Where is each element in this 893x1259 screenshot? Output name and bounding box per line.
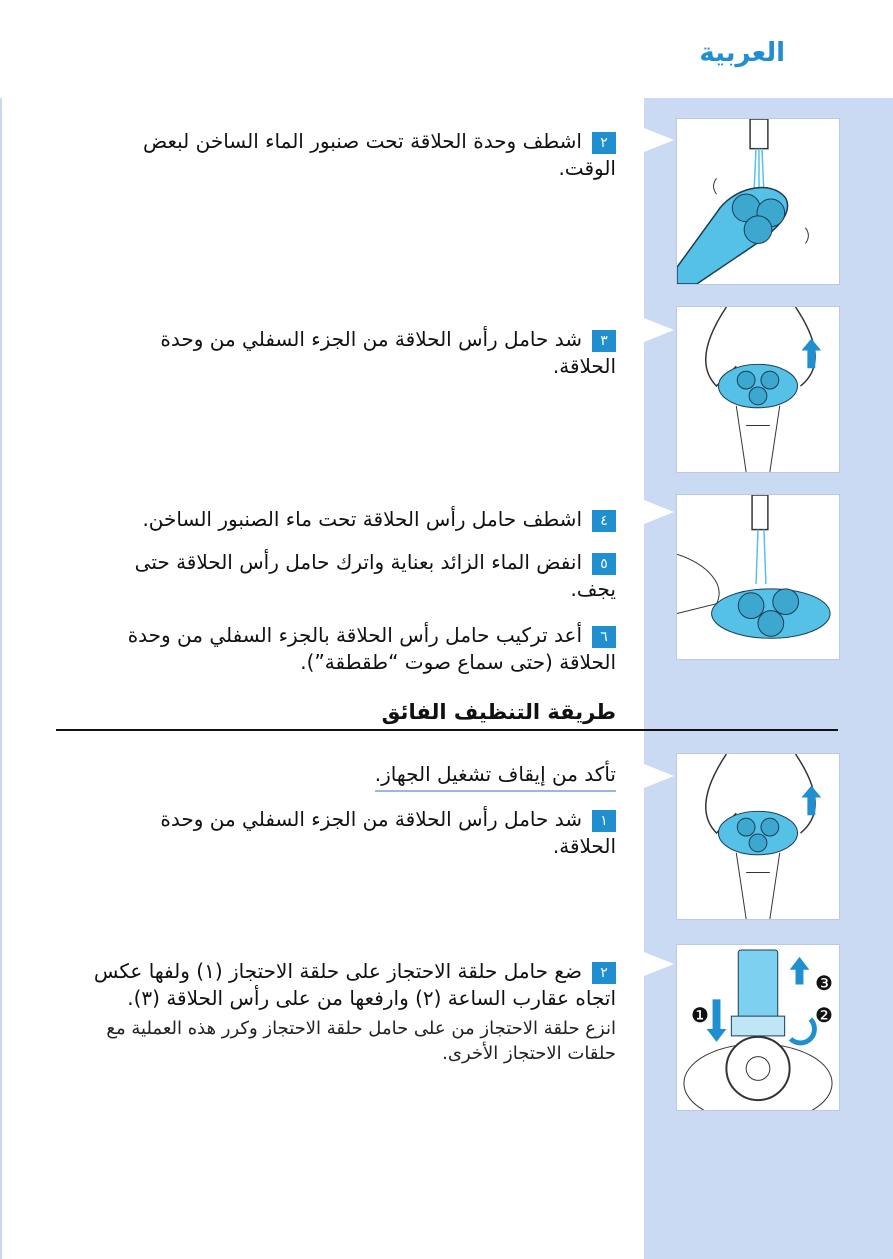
step-2 [96, 128, 616, 182]
pointer-notch [644, 318, 674, 342]
pointer-notch [644, 764, 674, 788]
section-divider [56, 729, 838, 731]
language-title: العربية [699, 38, 785, 68]
step-number: ٢ [592, 132, 616, 154]
pointer-notch [644, 128, 674, 152]
step-text: أعد تركيب حامل رأس الحلاقة بالجزء السفلي من وحدة الحلاقة (حتى سماع صوت “طقطقة”). [127, 623, 616, 674]
step-number: ٢ [592, 962, 616, 984]
step-text: اشطف حامل رأس الحلاقة تحت ماء الصنبور الساخن. [142, 507, 582, 531]
step-6 [96, 622, 616, 676]
illustration-rinse-holder [676, 494, 840, 660]
callout-3: ❸ [815, 971, 833, 995]
step-text: اشطف وحدة الحلاقة تحت صنبور الماء الساخن لبعض الوقت. [142, 129, 616, 180]
section-note: انزع حلقة الاحتجاز من على حامل حلقة الاحتجاز وكرر هذه العملية مع حلقات الاحتجاز الأخرى. [106, 1018, 616, 1064]
step-number: ٦ [592, 626, 616, 648]
left-margin-rule [0, 98, 2, 1259]
illustration-pull-head-2 [676, 753, 840, 920]
precheck-text: تأكد من إيقاف تشغيل الجهاز. [375, 760, 616, 792]
section-step-2 [56, 958, 616, 1012]
pointer-notch [644, 500, 674, 524]
illustration-retaining-ring [676, 944, 840, 1111]
callout-2: ❷ [815, 1003, 833, 1027]
step-3 [96, 326, 616, 380]
step-5 [96, 549, 616, 603]
step-4 [96, 506, 616, 533]
section-step-1 [96, 806, 616, 860]
step-text: شد حامل رأس الحلاقة من الجزء السفلي من وحدة الحلاقة. [160, 807, 616, 858]
step-number: ٣ [592, 330, 616, 352]
step-text: ضع حامل حلقة الاحتجاز على حلقة الاحتجاز (١) ولفها عكس اتجاه عقارب الساعة (٢) وارفعها من على رأس الحلاقة (٣). [93, 959, 616, 1010]
step-number: ١ [592, 810, 616, 832]
illustration-rinse-shaver [676, 118, 840, 285]
illustration-pull-head [676, 306, 840, 473]
step-text: شد حامل رأس الحلاقة من الجزء السفلي من وحدة الحلاقة. [160, 327, 616, 378]
callout-1: ❶ [691, 1003, 709, 1027]
step-text: انفض الماء الزائد بعناية واترك حامل رأس الحلاقة حتى يجف. [134, 550, 616, 601]
step-number: ٥ [592, 553, 616, 575]
step-number: ٤ [592, 510, 616, 532]
pointer-notch [644, 952, 674, 976]
section-heading: طريقة التنظيف الفائق [381, 700, 616, 724]
